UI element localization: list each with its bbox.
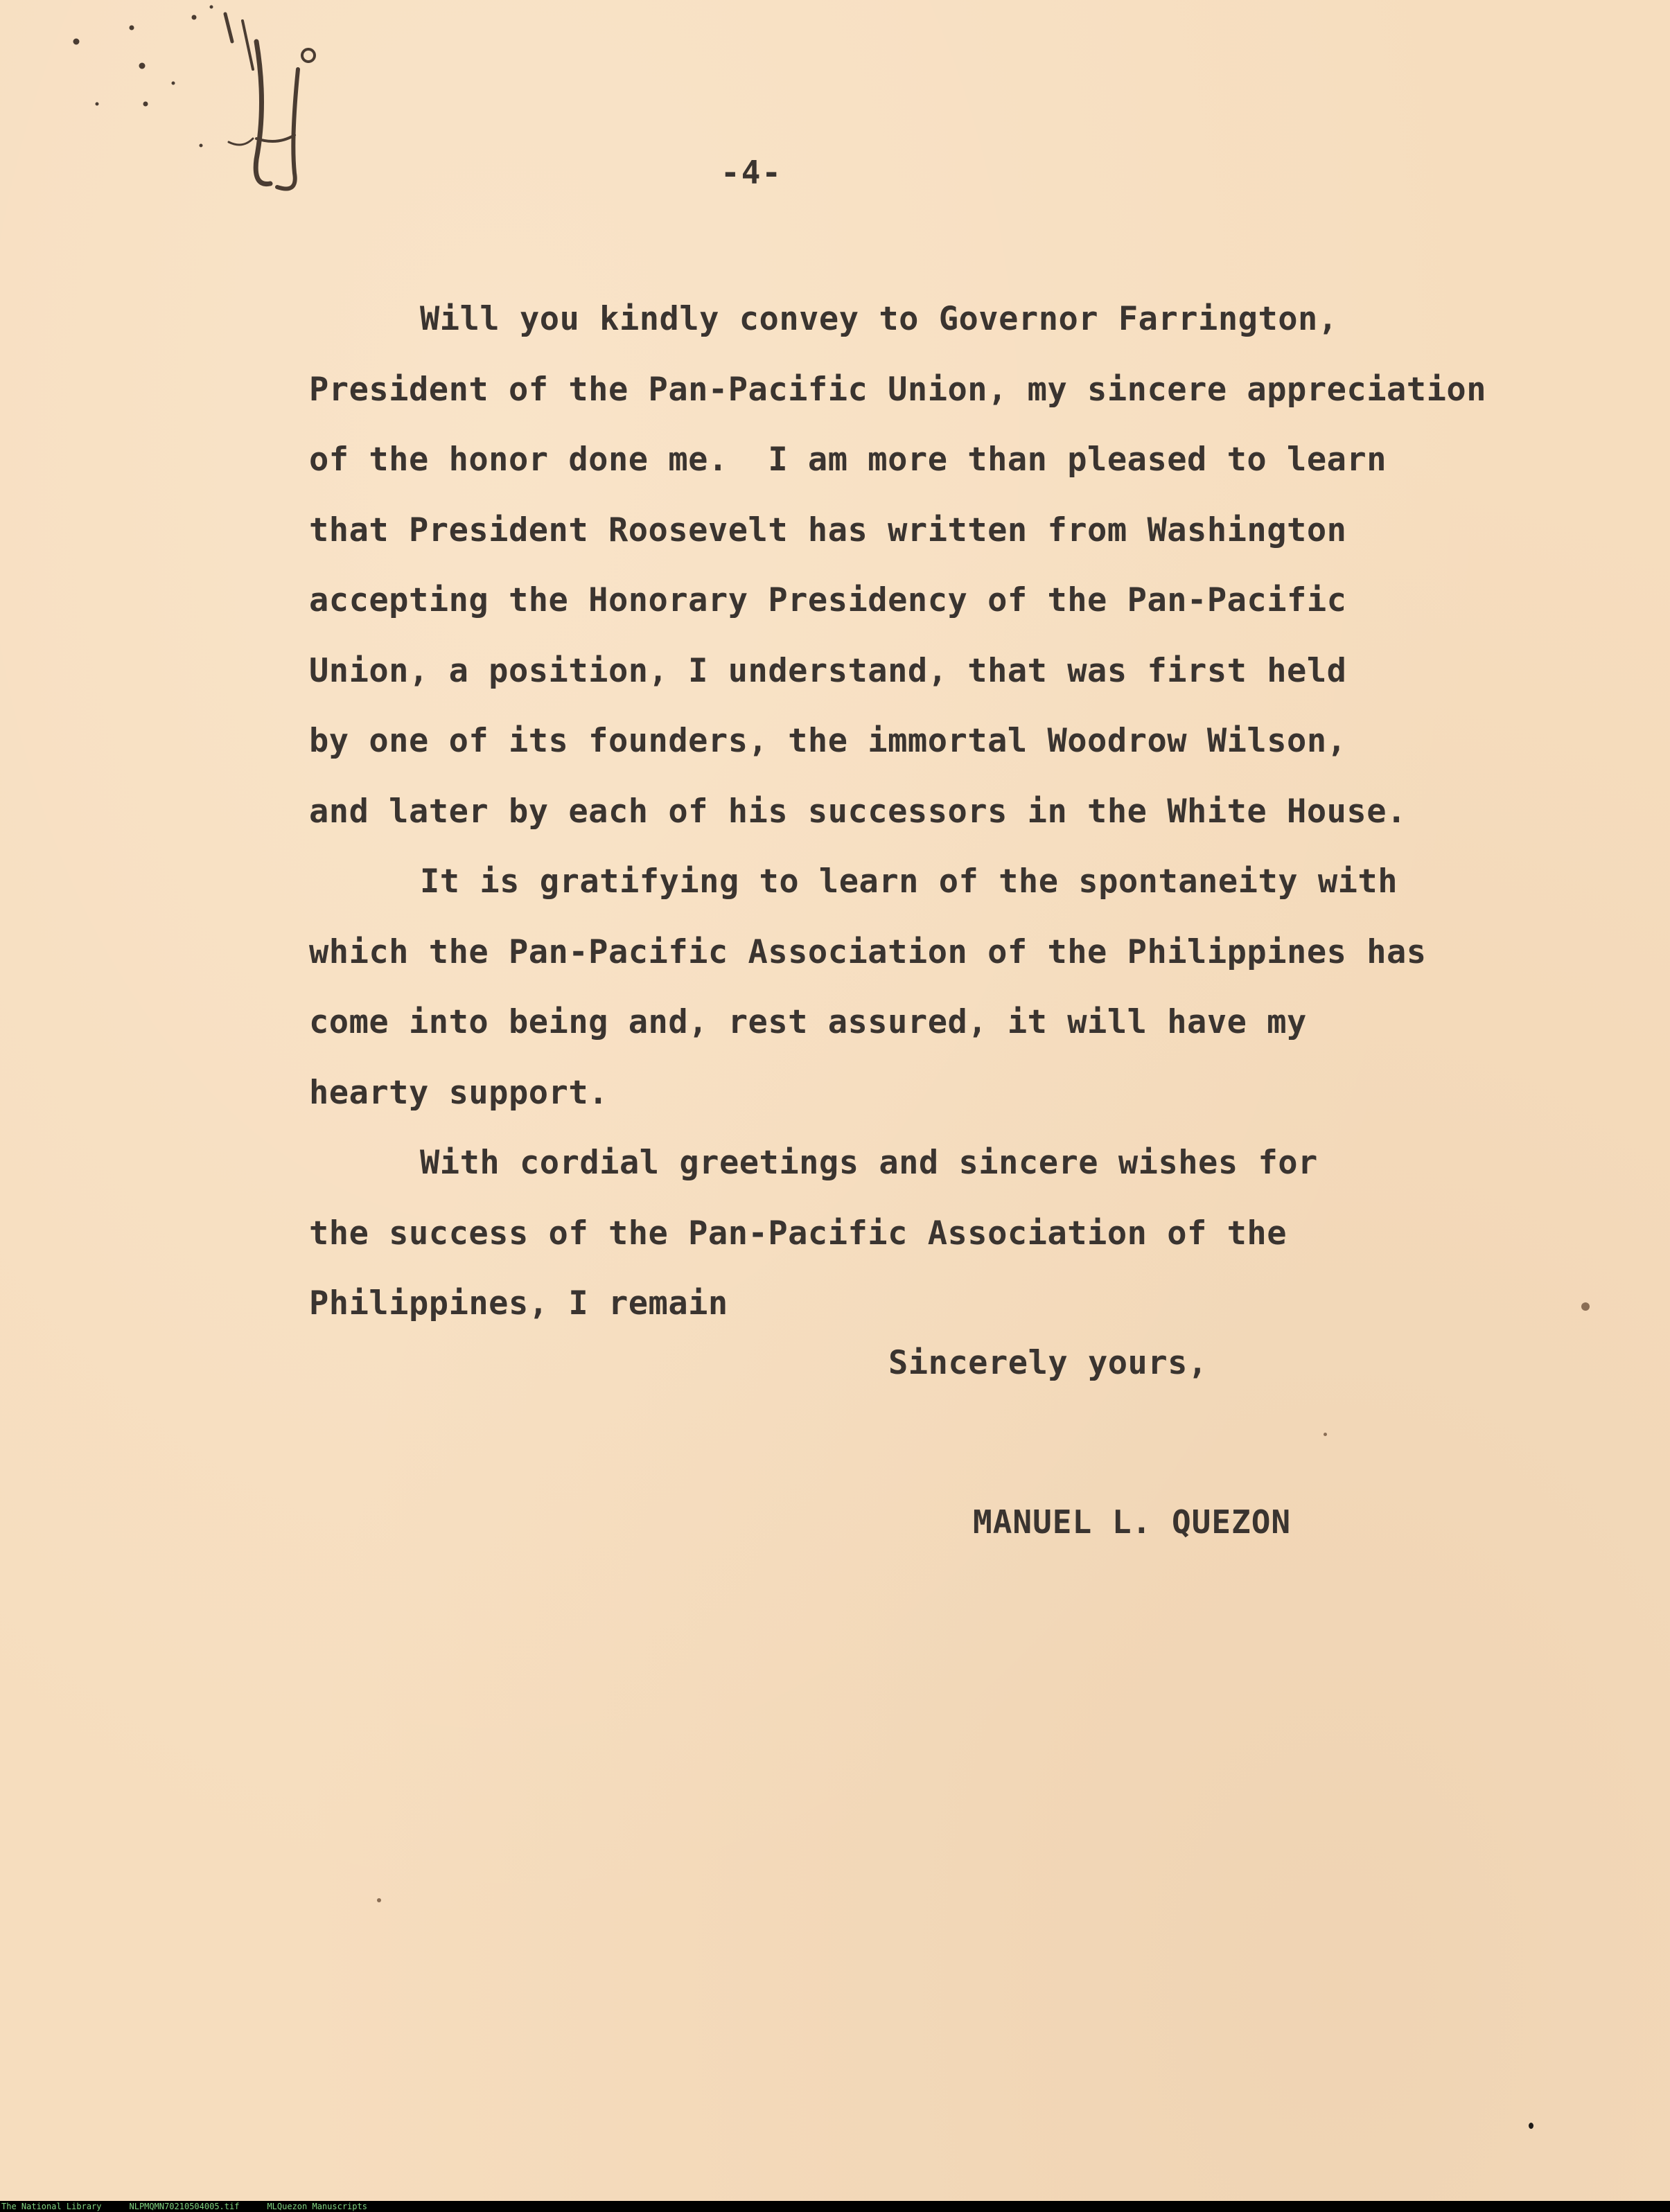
text-line: by one of its founders, the immortal Woodrow Wilson, <box>309 722 1347 760</box>
text-line: accepting the Honorary Presidency of the Pan-Pacific <box>309 581 1347 619</box>
page-number: -4- <box>721 154 783 191</box>
paper-speck <box>1529 2123 1533 2129</box>
text-line: that President Roosevelt has written from Washington <box>309 511 1347 549</box>
footer-library: The National Library <box>1 2202 102 2211</box>
text-line: the success of the Pan-Pacific Association of the <box>309 1214 1287 1253</box>
text-line: and later by each of his successors in the White House. <box>309 792 1407 831</box>
letter-body <box>309 284 1626 1339</box>
text-line: With cordial greetings and sincere wishes for <box>420 1144 1318 1182</box>
closing-salutation: Sincerely yours, <box>888 1344 1208 1382</box>
text-line: Union, a position, I understand, that was first held <box>309 651 1347 690</box>
text-line: Philippines, I remain <box>309 1284 728 1322</box>
signature-name: MANUEL L. QUEZON <box>973 1503 1292 1541</box>
text-line: Will you kindly convey to Governor Farrington, <box>420 300 1338 338</box>
archive-footer-bar <box>0 2201 1670 2212</box>
footer-file: NLPMQMN70210504005.tif <box>129 2202 240 2211</box>
text-line: It is gratifying to learn of the spontaneity with <box>420 862 1398 901</box>
ink-stain-marks <box>55 0 416 208</box>
text-line: hearty support. <box>309 1073 608 1112</box>
paper-speck <box>1324 1433 1327 1436</box>
text-line: which the Pan-Pacific Association of the Philippines has <box>309 932 1427 971</box>
text-line: of the honor done me. I am more than pleased to learn <box>309 441 1387 479</box>
text-line: come into being and, rest assured, it will have my <box>309 1003 1307 1041</box>
text-line: President of the Pan-Pacific Union, my sincere appreciation <box>309 370 1486 409</box>
paper-speck <box>377 1898 381 1902</box>
footer-collection: MLQuezon Manuscripts <box>267 2202 367 2211</box>
paper-speck <box>1581 1302 1590 1311</box>
